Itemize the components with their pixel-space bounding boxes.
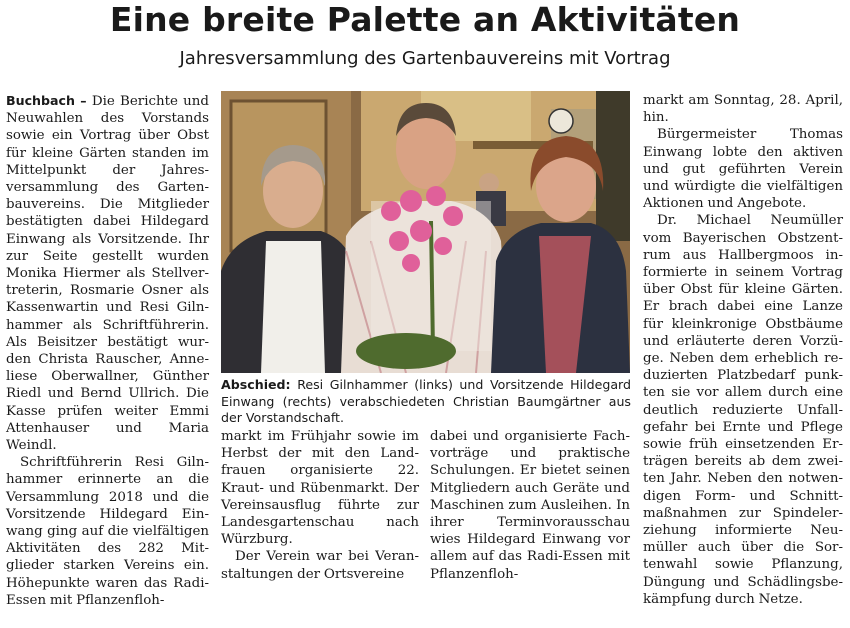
photo-caption	[221, 377, 631, 427]
dateline: Buchbach –	[6, 93, 87, 108]
paragraph: markt am Sonntag, 28. April, hin.	[643, 93, 843, 126]
paragraph: markt im Frühjahr sowie im Herbst der mit den Landfrauen organisierte 22. Kraut- und Rübenmarkt. Der Vereinsausflug führte zur Landesgartenschau nach Würzburg.	[221, 429, 419, 548]
paragraph: Der Verein war bei Veranstaltungen der Ortsvereine	[221, 549, 419, 582]
paragraph: dabei und organisierte Fachvorträge und praktische Schulungen. Er bietet seinen Mitgliedern auch Geräte und Maschinen zum Ausleihen. In ihrer Terminvorausschau wies Hildegard Einwang vor allem auf das Radi-Essen mit Pflanzenfloh-	[430, 429, 630, 582]
paragraph: Schriftführerin Resi Gilnhammer erinnerte an die Versammlung 2018 und die Vorsitzende Hildegard Einwang ging auf die vielfältigen Aktivitäten des 282 Mitglieder starken Vereins ein. Höhepunkte waren das Radi-Essen mit Pflanzenfloh-	[6, 455, 209, 608]
article-column-2	[221, 428, 419, 583]
article-column-1	[6, 92, 209, 609]
article-headline: Eine breite Palette an Aktivitäten	[109, 0, 741, 39]
paragraph: Bürgermeister Thomas Einwang lobte den aktiven und gut geführten Verein und würdigte die vielfältigen Aktionen und Angebote.	[643, 127, 843, 212]
article-subheadline: Jahresversammlung des Gartenbauvereins mit Vortrag	[179, 48, 671, 69]
paragraph	[6, 92, 209, 454]
article-column-4	[643, 92, 843, 608]
article-photo	[221, 91, 630, 373]
caption-lead: Abschied:	[221, 377, 291, 392]
article-column-3	[430, 428, 630, 583]
caption-text: Resi Gilnhammer (links) und Vorsitzende Hildegard Einwang (rechts) verabschiedeten Christian Baumgärtner aus der Vorstandschaft.	[221, 377, 631, 426]
paragraph: Dr. Michael Neumüller vom Bayerischen Obstzentrum aus Hallbergmoos informierte in seinem Vortrag über Obst für kleine Gärten. Er brach dabei eine Lanze für kleinkronige Obstbäume und erläuterte deren Vorzüge. Neben dem erheblich reduzierten Platzbedarf punkten sie vor allem durch eine deutlich reduzierte Unfallgefahr bei Ernte und Pflege sowie früh einsetzenden Erträgen bereits ab dem zweiten Jahr. Neben den notwendigen Form- und Schnittmaßnahmen zur Spindelerziehung informierte Neumüller auch über die Sortenwahl sowie Pflanzung, Düngung und Schädlingsbekämpfung durch Netze.	[643, 213, 843, 607]
paragraph-text: Die Berichte und Neuwahlen des Vorstands sowie ein Vortrag über Obst für kleine Gärten standen im Mittelpunkt der Jahresversammlung des Gartenbauvereins. Die Mitglieder bestätigten dabei Hildegard Einwang als Vorsitzende. Ihr zur Seite gestellt wurden Monika Hiermer als Stellvertreterin, Rosmarie Osner als Kassenwartin und Resi Gilnhammer als Schriftführerin. Als Beisitzer bestätigt wurden Christa Rauscher, Anneliese Oberwallner, Günther Riedl und Bernd Ullrich. Die Kasse prüfen weiter Emmi Attenhauser und Maria Weindl.	[6, 94, 209, 454]
